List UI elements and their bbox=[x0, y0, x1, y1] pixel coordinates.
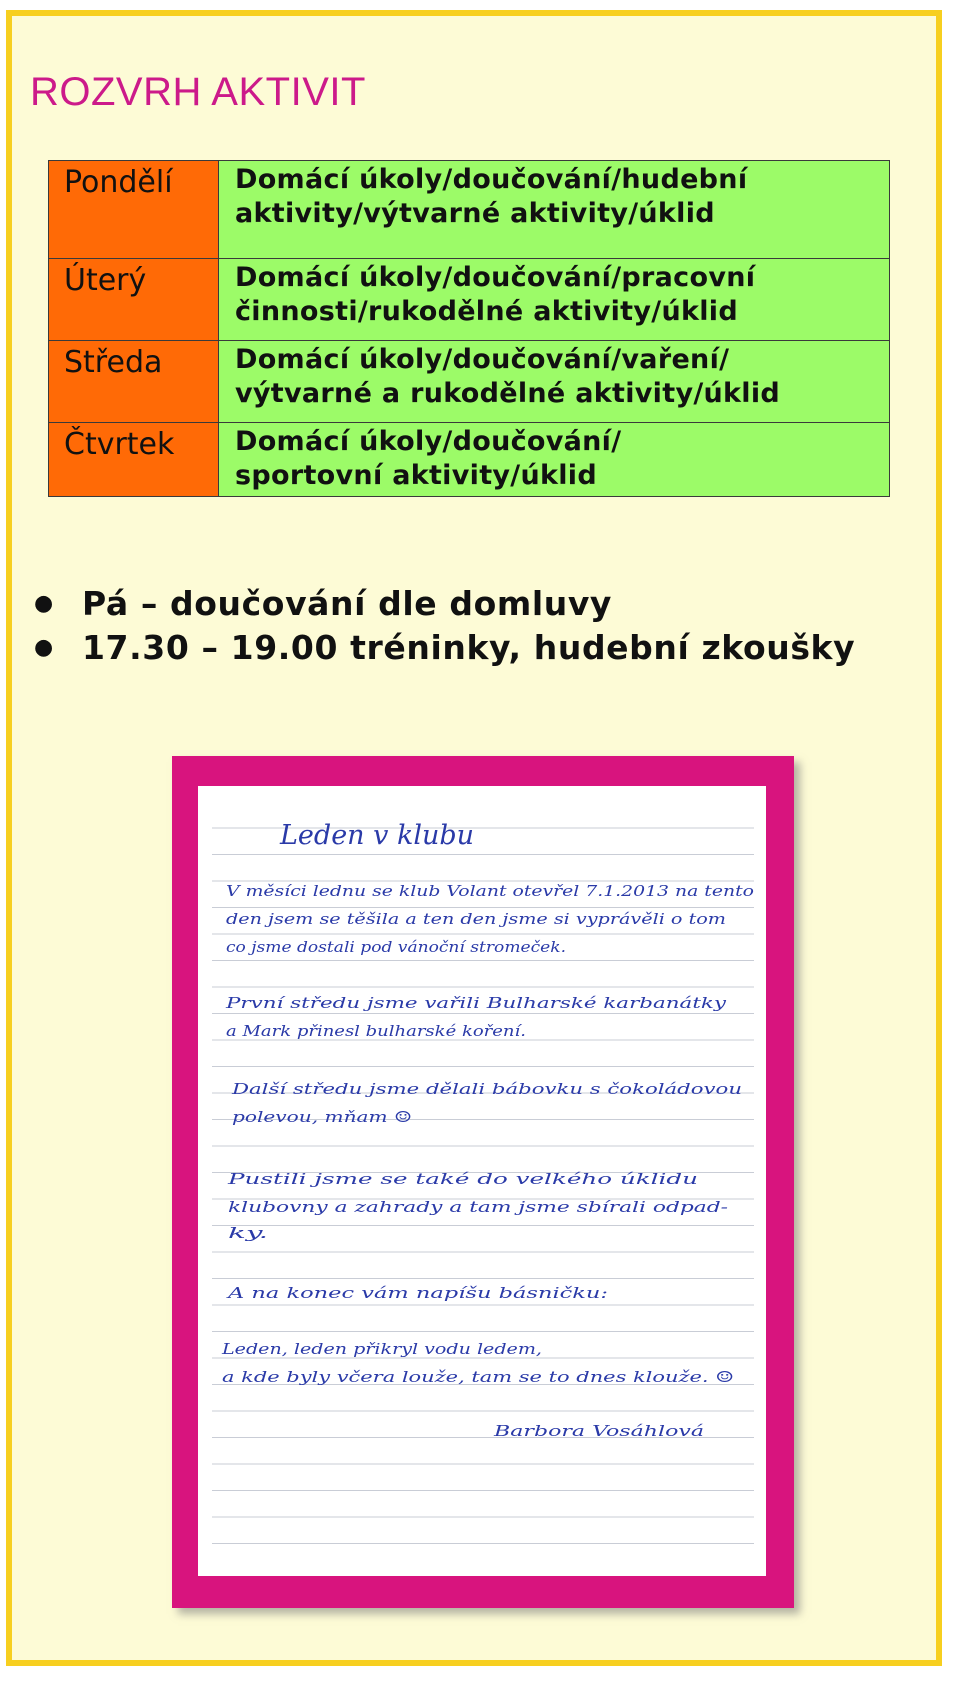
letter-line: Pustili jsme se také do velkého úklidu bbox=[226, 1170, 699, 1188]
letter-line: Barbora Vosáhlová bbox=[492, 1422, 705, 1440]
page-title: ROZVRH AKTIVIT bbox=[30, 70, 366, 114]
letter-heading: Leden v klubu bbox=[280, 820, 475, 851]
activity-line: Domácí úkoly/doučování/ bbox=[235, 426, 622, 457]
note-text: Pá – doučování dle domluvy bbox=[82, 584, 613, 623]
bullet-icon: ● bbox=[34, 635, 54, 660]
letter-line: A na konec vám napíšu básničku: bbox=[224, 1284, 608, 1302]
list-item bbox=[30, 582, 855, 626]
letter-line: polevou, mňam ☺ bbox=[232, 1108, 412, 1126]
activity-cell bbox=[219, 341, 890, 423]
handwritten-letter bbox=[198, 786, 766, 1576]
page bbox=[6, 10, 942, 1666]
day-cell: Čtvrtek bbox=[49, 423, 219, 497]
activity-cell bbox=[219, 423, 890, 497]
notes-list bbox=[30, 582, 855, 670]
letter-line: den jsem se těšila a ten den jsme si vyprávěli o tom bbox=[226, 910, 726, 928]
table-row bbox=[49, 259, 890, 341]
letter-line: co jsme dostali pod vánoční stromeček. bbox=[226, 938, 566, 956]
note-text: 17.30 – 19.00 tréninky, hudební zkoušky bbox=[82, 628, 856, 667]
list-item bbox=[30, 626, 855, 670]
bullet-icon: ● bbox=[34, 591, 54, 616]
letter-photo-frame bbox=[172, 756, 794, 1608]
letter-line: V měsíci lednu se klub Volant otevřel 7.1.2013 na tento bbox=[226, 882, 754, 900]
activity-cell bbox=[219, 259, 890, 341]
activity-line: činnosti/rukodělné aktivity/úklid bbox=[235, 296, 738, 327]
schedule-table bbox=[48, 160, 890, 497]
activity-cell bbox=[219, 161, 890, 259]
letter-line: Leden, leden přikryl vodu ledem, bbox=[220, 1340, 542, 1358]
letter-line: První středu jsme vařili Bulharské karbanátky bbox=[224, 994, 727, 1012]
activity-line: sportovní aktivity/úklid bbox=[235, 460, 597, 491]
activity-line: Domácí úkoly/doučování/vaření/ bbox=[235, 344, 730, 375]
letter-line: ky. bbox=[228, 1224, 268, 1242]
letter-drawing bbox=[198, 786, 766, 1576]
letter-line: a kde byly včera louže, tam se to dnes klouže. ☺ bbox=[222, 1368, 734, 1386]
activity-line: Domácí úkoly/doučování/pracovní bbox=[235, 262, 756, 293]
table-row bbox=[49, 423, 890, 497]
activity-line: aktivity/výtvarné aktivity/úklid bbox=[235, 198, 715, 229]
activity-line: Domácí úkoly/doučování/hudební bbox=[235, 164, 748, 195]
letter-line: Další středu jsme dělali bábovku s čokoládovou bbox=[230, 1080, 742, 1098]
table-row bbox=[49, 161, 890, 259]
day-cell: Středa bbox=[49, 341, 219, 423]
letter-line: klubovny a zahrady a tam jsme sbírali odpad- bbox=[228, 1198, 728, 1216]
day-cell: Pondělí bbox=[49, 161, 219, 259]
day-cell: Úterý bbox=[49, 259, 219, 341]
activity-line: výtvarné a rukodělné aktivity/úklid bbox=[235, 378, 781, 409]
table-row bbox=[49, 341, 890, 423]
letter-line: a Mark přinesl bulharské koření. bbox=[226, 1022, 526, 1040]
